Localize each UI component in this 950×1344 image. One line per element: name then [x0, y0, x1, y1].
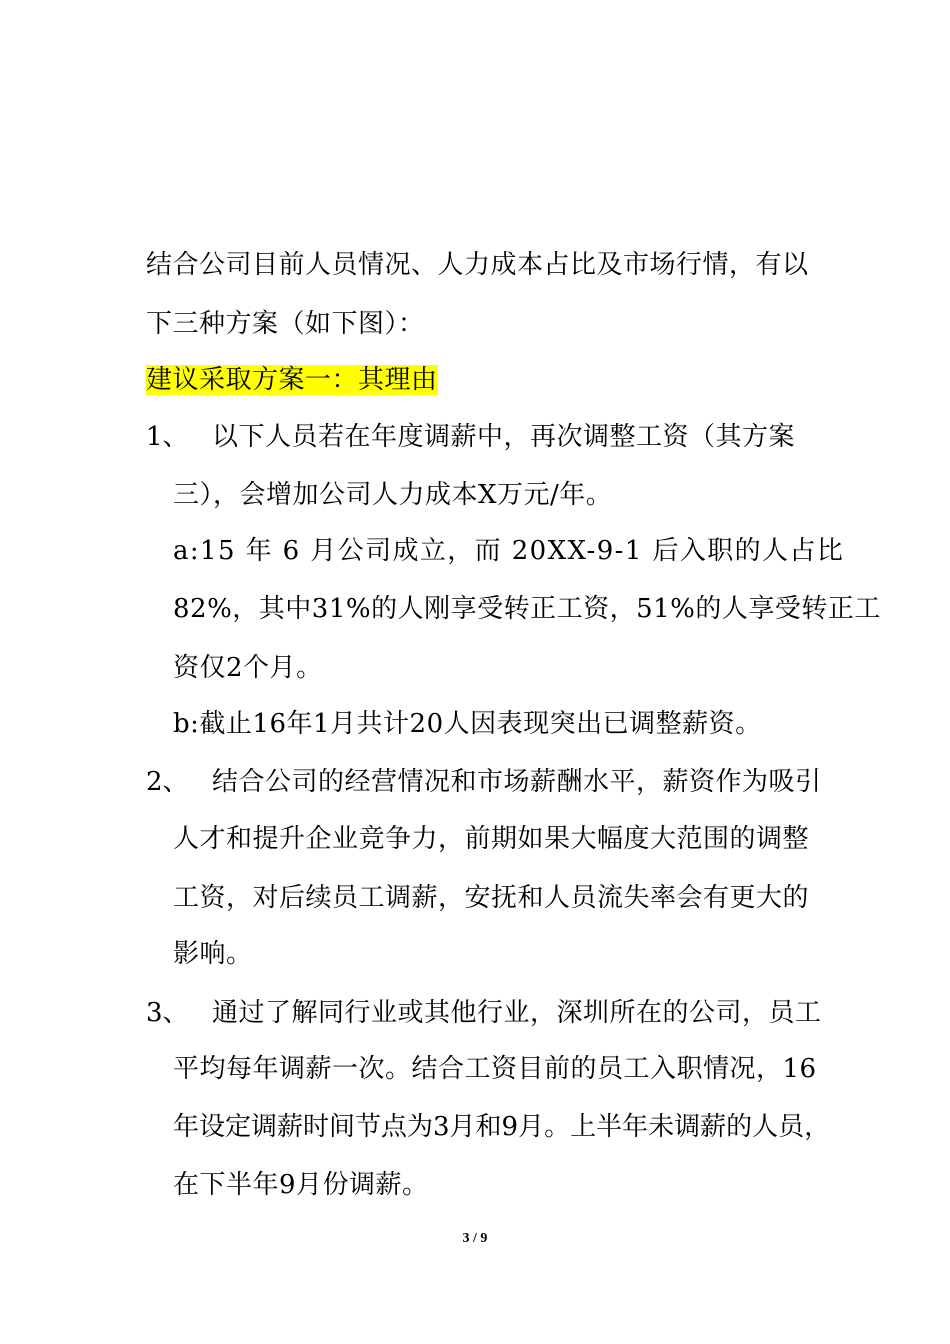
page-number: 3 / 9	[462, 1231, 488, 1246]
recommendation-heading	[146, 363, 438, 397]
item-3-line-1: 通过了解同行业或其他行业，深圳所在的公司，员工	[212, 998, 822, 1028]
intro-line-1: 结合公司目前人员情况、人力成本占比及市场行情，有以	[146, 250, 809, 280]
item-3-line-3: 年设定调薪时间节点为3月和9月。上半年未调薪的人员，	[173, 1112, 831, 1142]
item-2-number: 2、	[146, 767, 189, 797]
item-2-line-2: 人才和提升企业竞争力，前期如果大幅度大范围的调整	[173, 824, 810, 854]
recommendation-highlight: 建议采取方案一：其理由	[146, 365, 438, 395]
item-2-line-4: 影响。	[173, 939, 253, 969]
item-1-sub-b-line-1: b:截止16年1月共计20人因表现突出已调整薪资。	[173, 709, 762, 739]
item-2-line-3: 工资，对后续员工调薪，安抚和人员流失率会有更大的	[173, 883, 810, 913]
item-3-line-2: 平均每年调薪一次。结合工资目前的员工入职情况，16	[173, 1054, 817, 1084]
item-3-line-4: 在下半年9月份调薪。	[173, 1170, 429, 1200]
item-1-sub-a-line-3: 资仅2个月。	[173, 653, 323, 683]
item-2-line-1: 结合公司的经营情况和市场薪酬水平，薪资作为吸引	[212, 767, 822, 797]
item-3-number: 3、	[146, 998, 189, 1028]
item-1-sub-a-line-2: 82%，其中31%的人刚享受转正工资，51%的人享受转正工	[173, 594, 881, 624]
intro-line-2: 下三种方案（如下图）：	[146, 309, 425, 339]
item-1-number: 1、	[146, 422, 189, 452]
item-1-line-1: 以下人员若在年度调薪中，再次调整工资（其方案	[212, 422, 796, 452]
item-1-line-2: 三），会增加公司人力成本X万元/年。	[173, 480, 613, 510]
item-1-sub-a-line-1: a:15 年 6 月公司成立，而 20XX-9-1 后入职的人占比	[173, 536, 845, 566]
